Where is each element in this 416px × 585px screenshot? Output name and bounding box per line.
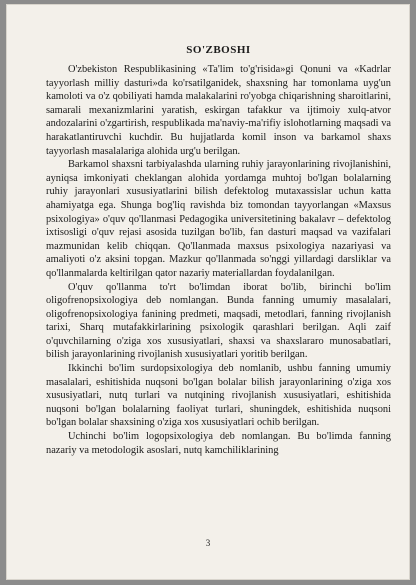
page-number: 3	[205, 538, 211, 548]
paragraph-2: Barkamol shaxsni tarbiyalashda ularning ruhiy jarayonlarining rivojlanishini, ayniqsa imkoniyati cheklangan alohida yordamga muhtoj bo'lgan bolalarning ruhiy jarayonlari xususiyatlarini bilish defektolog mutaxassislar uchun katta ahamiyatga ega. Shunga bog'liq ravishda biz tomondan tayyorlangan «Maxsus psixologiya» o'quv qo'llanmasi Pedagogika universitetining bakalavr – defektolog ixtisosligi o'quv rejasi asosida tuzilgan bo'lib, fan dasturi maqsad va vazifalari mazmunidan kelib chiqqan. Qo'llanmada maxsus psixologiya nazariyasi va amaliyoti o'z aksini topgan. Mazkur qo'llanmada so'nggi yillardagi darsliklar va qo'llanmalarda keltirilgan qator nazariy materiallardan foydalanilgan.	[46, 159, 391, 279]
book-page	[6, 4, 410, 580]
paragraph-1: O'zbekiston Respublikasining «Ta'lim to'g'risida»gi Qonuni va «Kadrlar tayyorlash milliy dasturi»da ko'rsatilganidek, shaxsning har tomonlama uyg'un kamoloti va o'z qobiliyati hamda malakalarini ro'yobga chiqarishning sharoitlarini, samarali mexanizmlarini yaratish, eskirgan tafakkur va ijtimoiy xulq-atvor andozalarini o'zgartirish, respublikada ma'naviy-ma'rifiy islohotlarning maqsadi va harakatlantiruvchi kuchdir. Bu hujjatlarda komil inson va barkamol shaxs tayyorlash masalalariga alohida urg'u berilgan.	[46, 64, 391, 157]
paragraph-5: Uchinchi bo'lim logopsixologiya deb nomlangan. Bu bo'limda fanning nazariy va metodologik asoslari, nutq kamchiliklarining	[46, 431, 391, 456]
page-title: SO'ZBOSHI	[186, 44, 251, 56]
paragraph-3: O'quv qo'llanma to'rt bo'limdan iborat bo'lib, birinchi bo'lim oligofrenopsixologiya deb nomlangan. Bunda fanning umumiy masalalari, oligofrenopsixologiya fanining predmeti, maqsadi, metodlari, fanning rivojlanish tarixi, Sharq mutafakkirlarining psixologik qarashlari berilgan. Aqli zaif o'quvchilarning o'ziga xos xususiyatlari, shaxsi va shaxslararo munosabatlari, bilish jarayonlarining rivojlanish xususiyatlari yoritib berilgan.	[46, 281, 391, 361]
paragraph-4: Ikkinchi bo'lim surdopsixologiya deb nomlanib, ushbu fanning umumiy masalalari, eshitishida nuqsoni bo'lgan bolalar bilish jarayonlarining o'ziga xos xususiyatlari, nutq turlari va nutqining rivojlanish xususiyatlari, eshitishida nuqsoni bo'lgan bolalarning faoliyat turlari, shuningdek, eshitishida nuqsoni bo'lgan bolalar shaxsining o'ziga xos xususiyatlari ochib berilgan.	[46, 363, 391, 429]
page-content	[46, 44, 391, 457]
